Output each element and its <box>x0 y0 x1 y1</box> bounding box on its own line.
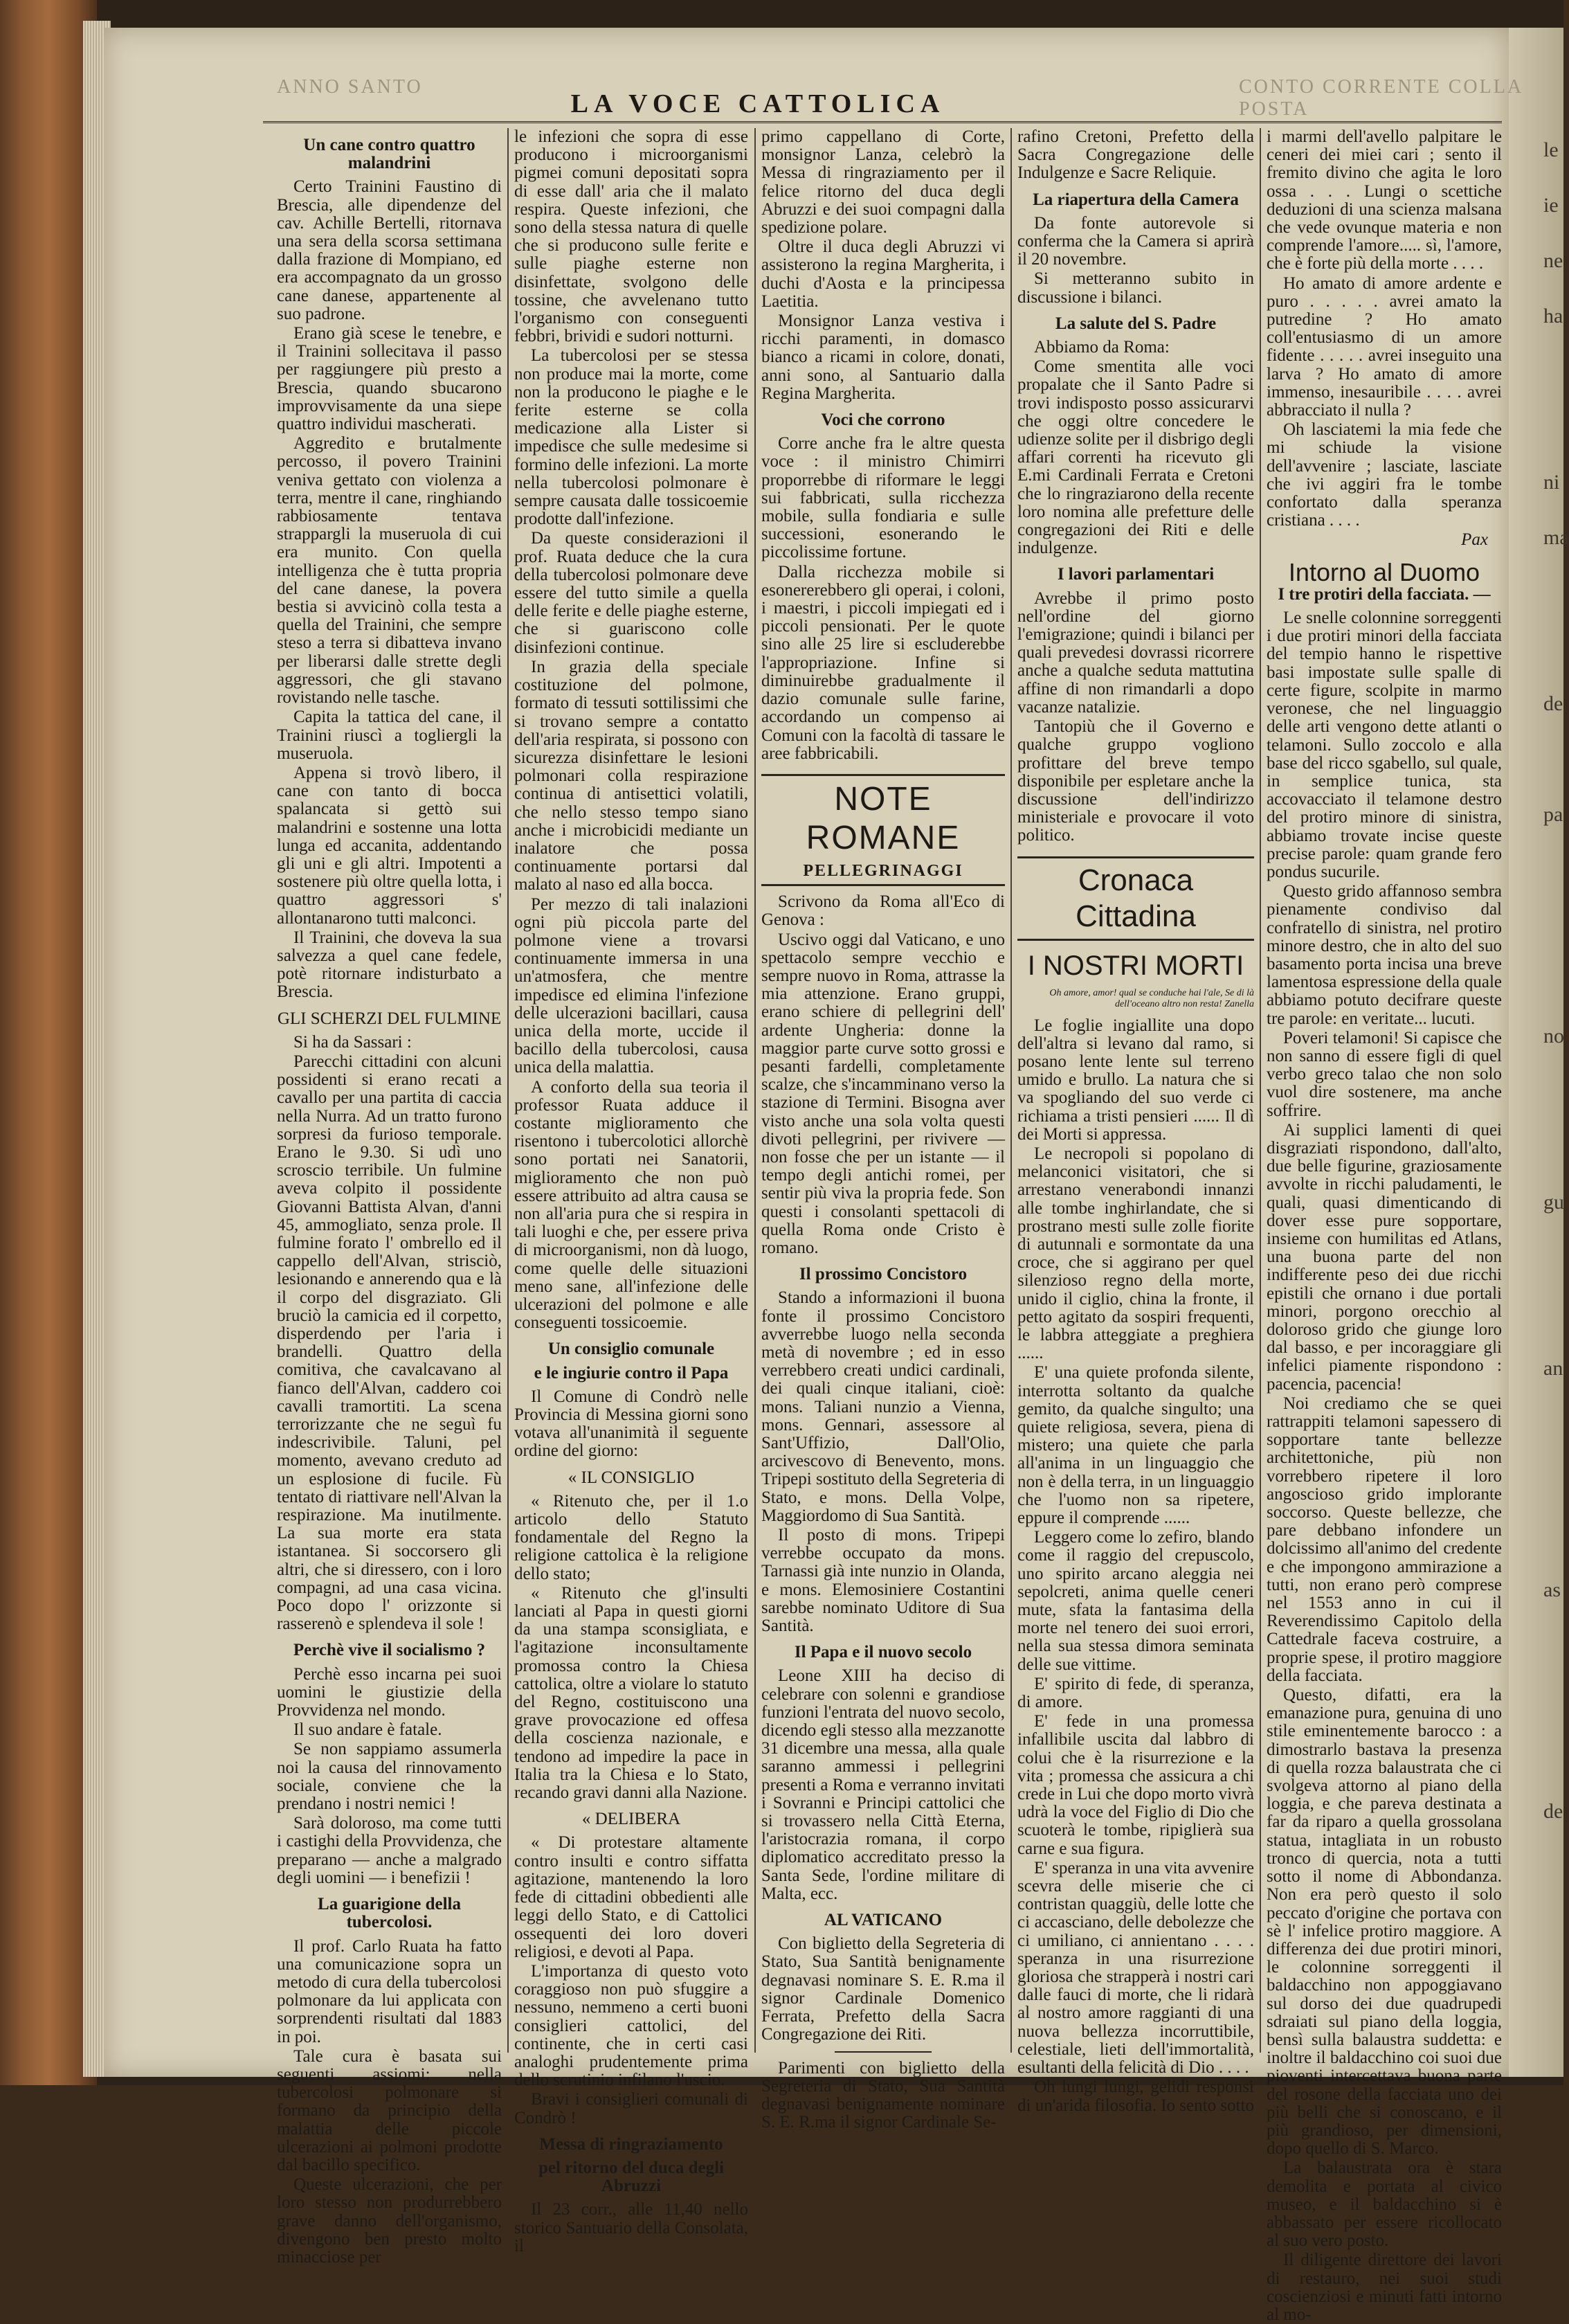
headline: Il Papa e il nuovo secolo <box>794 1643 972 1662</box>
paragraph: « Di protestare altamente contro insulti e contro siffatta agitazione, mantenendo la loro fede di cittadini obbedienti alle leggi dello Stato, e di Cattolici ossequenti dei loro doveri religiosi, e devoti al Papa. <box>514 1833 748 1961</box>
bleed-through-text: ANNO SANTO <box>277 76 423 98</box>
divider <box>835 2051 932 2053</box>
article-title: I NOSTRI MORTI <box>1027 950 1244 981</box>
paragraph: Queste ulcerazioni, che per loro stesso non produrrebbero grave danno dell'organismo, divengono ben presto molto minacciose per <box>277 2175 502 2267</box>
edge-fragment: ni <box>1543 471 1560 494</box>
paragraph: Stando a informazioni il buona fonte il prossimo Concistoro avverrebbe luogo nella seconda metà di novembre ; ed in esso verrebbero creati undici cardinali, dei quali cinque italiani, cioè: mons. Taliani nunzio a Vienna, mons. Gennari, assessore al Sant'Uffizio, Dall'Olio, arcivescovo di Benevento, mons. Tripepi sostituto della Segreteria di Stato, e mons. Della Volpe, Maggiordomo di Sua Santità. <box>761 1288 1005 1525</box>
headline: La guarigione della tubercolosi. <box>318 1895 461 1932</box>
paragraph: La balaustrata ora è stara demolita e portata al civico museo, e il baldacchino si è abbassato per essere ricollocato al suo vero posto. <box>1267 2159 1502 2251</box>
paragraph: Scrivono da Roma all'Eco di Genova : <box>761 892 1005 930</box>
paragraph: Il suo andare è fatale. <box>293 1720 442 1740</box>
paragraph: In grazia della speciale costituzione del polmone, formato di tessuti sottilissimi che si trovano sempre a contatto dell'aria respirata, si possono con sicurezza disinfettare le lesioni polmonari colla respirazione continua di antisettici volatili, che nello stesso tempo siano anche i microbicidi mediante un inalatore che possa continuamente portarsi dal malato al naso ed alla bocca. <box>514 657 748 894</box>
paragraph: Noi crediamo che se quei rattrappiti telamoni sapessero di sopportare tante bellezze architettoniche, più non vorrebbero ripetere il loro angoscioso grido implorante soccorso. Queste bellezze, che pare debbano infondere un dolcissimo all'animo del credente e che impongono ammirazione a tutti, non erano però comprese nel 1553 anno in cui il Reverendissimo Capitolo della Cattedrale faceva costruire, a proprie spese, il protiro maggiore della facciata. <box>1267 1394 1502 1685</box>
edge-fragment: ma <box>1543 526 1569 549</box>
paragraph: Uscivo oggi dal Vaticano, e uno spettacolo sempre vecchio e sempre nuovo in Roma, attrasse la mia attenzione. Erano gruppi, erano schiere di pellegrini dell' ardente Ungheria: donne la maggior parte curve sotto grossi e pesanti fardelli, completamente scalze, che s'incamminano verso la stazione di Termini. Bisogna aver visto anche una sola volta questi divoti pellegrini, per rivivere — non fosse che per un istante — il tempo degli antichi romei, per sentir più viva la propria fede. Son questi i consolanti spettacoli di quella Roma onde Cristo è romano. <box>761 930 1005 1257</box>
paragraph: Per mezzo di tali inalazioni ogni più piccola parte del polmone viene a trovarsi continuamente immersa in una un'atmosfera, che mentre impedisce ed elimina l'infezione delle ulcerazioni bacillari, causa unica della morte, uccide il bacillo della tubercolosi, causa unica della malattia. <box>514 894 748 1077</box>
column-rule <box>507 128 509 2053</box>
edge-fragment: no <box>1543 1025 1564 1047</box>
paragraph: Questo grido affannoso sembra pienamente condiviso dal confratello di sinistra, nel protiro minore destro, che in alto del suo basamento porta incisa una breve lamentosa espressione della quale abbiamo potuto decifrare queste tre parole: en veritate... lucuti. <box>1267 882 1502 1028</box>
paragraph: Tantopiù che il Governo e qualche gruppo vogliono profittare del breve tempo disponibile per espletare anche la discussione dell'indirizzo ministeriale e provocare il voto politico. <box>1017 717 1254 845</box>
paragraph: Si ha da Sassari : <box>293 1032 412 1052</box>
paragraph: Se non sappiamo assumerla noi la causa del rinnovamento sociale, conviene che la prendano i nostri nemici ! <box>277 1740 502 1814</box>
headline: pel ritorno del duca degli Abruzzi <box>538 2158 725 2196</box>
paragraph: Abbiamo da Roma: <box>1034 338 1170 357</box>
paragraph: Come smentita alle voci propalate che il Santo Padre si trovi indisposto posso assicurarvi che oggi oltre concedere le udienze solite per il disbrigo degli affari correnti ha ricevuto gli E.mi Cardinali Ferrata e Cretoni che lo ringraziarono della recente loro nomina alle prefetture delle congregazioni dei Riti e delle indulgenze. <box>1017 357 1254 558</box>
paragraph: le infezioni che sopra di esse producono i microorganismi pigmei comuni depositati sopra di esse dall' aria che il malato respira. Queste infezioni, che sono della stessa natura di quelle che si producono sulle ferite e sulle piaghe esterne non disinfettate, svolgono delle tossine, che avvelenano tutto l'organismo con conseguenti febbri, brividi e sudori notturni. <box>514 127 748 346</box>
headline: « DELIBERA <box>581 1810 681 1829</box>
paragraph: Il diligente direttore dei lavori di restauro, nei suoi studi coscienziosi e minuti fatti intorno al mo- <box>1267 2251 1502 2324</box>
paragraph: Appena si trovò libero, il cane con tanto di bocca spalancata si gettò sui malandrini e sostenne una lotta lunga ed accanita, addentando gli uni e gli altri. Impotenti a sostenere più oltre quella lotta, i quattro aggressori s' allontanarono tutti malconci. <box>277 763 502 928</box>
paragraph: Tale cura è basata sui seguenti assiomi: nella tubercolosi polmonare si formano da principio della malattia delle piccole ulcerazioni ai polmoni prodotte dal bacillo specifico. <box>277 2046 502 2174</box>
paragraph: Parimenti con biglietto della Segreteria di Stato, Sua Santità degnavasi benignamente nominare S. E. R.ma il signor Cardinale Se- <box>761 2058 1005 2132</box>
paragraph: Con biglietto della Segreteria di Stato, Sua Santità benignamente degnavasi nominare S. E. R.ma il signor Cardinale Domenico Ferrata, Prefetto della Sacra Congregazione dei Riti. <box>761 1934 1005 2044</box>
paragraph: Il 23 corr., alle 11,40 nello storico Santuario della Consolata, il <box>514 2200 748 2255</box>
paragraph: Perchè esso incarna pei suoi uomini le giustizie della Provvidenza nel mondo. <box>277 1664 502 1720</box>
headline: Il prossimo Concistoro <box>799 1265 968 1284</box>
headline: La riapertura della Camera <box>1033 190 1239 209</box>
headline: Messa di ringraziamento <box>539 2134 723 2154</box>
paragraph: E' una quiete profonda silente, interrotta soltanto da qualche gemito, da qualche singulto; una quiete religiosa, severa, piena di mistero; una quiete che parla all'anima in un linguaggio che non è della terra, in un linguaggio che l'uomo non sa ripetere, eppure il comprende ...... <box>1017 1363 1254 1527</box>
edge-fragment: as <box>1543 1578 1561 1601</box>
paragraph: primo cappellano di Corte, monsignor Lanza, celebrò la Messa di ringraziamento per il felice ritorno del duca degli Abruzzi e dei suoi compagni dalla spedizione polare. <box>761 127 1005 237</box>
column-5 <box>1267 127 1502 2324</box>
paragraph: Il prof. Carlo Ruata ha fatto una comunicazione sopra un metodo di cura della tubercolosi polmonare da lui applicata con sorprendenti risultati dal 1883 in poi. <box>277 1936 502 2046</box>
headline: I tre protiri della facciata. — <box>1278 584 1491 604</box>
paragraph: Il Comune di Condrò nelle Provincia di Messina giorni sono votava all'unanimità il seguente ordine del giorno: <box>514 1387 748 1461</box>
paragraph: Si metteranno subito in discussione i bilanci. <box>1017 269 1254 307</box>
paragraph: Da queste considerazioni il prof. Ruata deduce che la cura della tubercolosi polmonare deve essere del tutto simile a quella delle ferite e delle piaghe esterne, che si guariscono colle disinfezioni continue. <box>514 529 748 657</box>
column-rule <box>1010 128 1012 2053</box>
section-title: Intorno al Duomo <box>1288 557 1480 586</box>
paragraph: « Ritenuto che gl'insulti lanciati al Papa in questi giorni da una stampa sconsigliata, e l'agitazione inconsultamente promossa contro la Chiesa cattolica, oltre a violare lo statuto del Regno, costituiscono una grave provocazione ed offesa della coscienza nazionale, e tendono ad impedire la pace in Italia tra la Chiesa e lo Stato, recando gravi danni alla Nazione. <box>514 1583 748 1803</box>
paragraph: E' spirito di fede, di speranza, di amore. <box>1017 1674 1254 1712</box>
paragraph: Le foglie ingiallite una dopo dell'altra si levano dal ramo, si posano lente lente sul terreno umido e brullo. La natura che si va spogliando del suo verde ci richiama a tristi pensieri ...... Il dì dei Morti si appressa. <box>1017 1016 1254 1144</box>
headline: AL VATICANO <box>824 1911 943 1930</box>
edge-fragment: pa <box>1543 803 1563 826</box>
paragraph: Questo, difatti, era la emanazione pura, genuina di uno stile eminentemente barocco : a dimostrarlo bastava la presenza di quella rozza balaustrata che ci svolgeva attorno al piano della loggia, e che pareva destinata a far da riparo a quella grossolana statua, intagliata in un robusto tronco di quercia, nota a tutti sotto il nome di Abbondanza. Non era però questo il solo peccato d'origine che portava con sè l' infelice protiro maggiore. A differenza dei due protiri minori, le colonnine sorreggenti il baldacchino non appoggiavano sul dorso dei due quadrupedi sdraiati sul piano della loggia, bensì sulla balaustra suddetta: e inoltre il baldacchino coi suoi due pioventi intercettava buona parte del rosone della facciata uno dei più belli che si conoscano, e il più grandioso, per dimensioni, dopo quello di S. Marco. <box>1267 1686 1502 2159</box>
paragraph: Oh lungi lungi, gelidi responsi di un'arida filosofia. Io sento sotto <box>1017 2078 1254 2115</box>
column-1 <box>277 128 502 2267</box>
paragraph: Le necropoli si popolano di melanconici visitatori, che si arrestano venerabondi innanzi alle tombe inghirlandate, che si prostrano mesti sulle zolle fiorite di autunnali e sormontate da una croce, che si aggirano per quel silenzioso regno della morte, unido il ciglio, china la fronte, il petto agitato da sospiri frequenti, le labbra atteggiate a preghiera ...... <box>1017 1144 1254 1363</box>
paragraph: i marmi dell'avello palpitare le ceneri dei miei cari ; sento il fremito divino che agita le loro ossa . . . Lungi o scettiche deduzioni di una scienza malsana che vede ovunque materia e non comprende l'amore..... sì, l'amore, che è forte più della morte . . . . <box>1267 127 1502 273</box>
headline: GLI SCHERZI DEL FULMINE <box>277 1009 502 1028</box>
column-2 <box>514 127 748 2255</box>
paragraph: Capita la tattica del cane, il Trainini riuscì a togliergli la museruola. <box>277 708 502 763</box>
section-subtitle: PELLEGRINAGGI <box>803 861 963 880</box>
paragraph: Da fonte autorevole si conferma che la Camera si aprirà il 20 novembre. <box>1017 213 1254 269</box>
paragraph: Le snelle colonnine sorreggenti i due protiri minori della facciata del tempio hanno le rispettive basi impostate sulle spalle di certe figure, scolpite in marmo veronese, che nel linguaggio delle arti vengono dette atlanti o telamoni. Sullo zoccolo e alla base del ricco sgabello, sul quale, in semplice tunica, sta accovacciato il telamone destro del protiro minore di sinistra, abbiamo trovate incise queste precise parole: quam grande fero pondus sucurile. <box>1267 609 1502 881</box>
paragraph: La tubercolosi per se stessa non produce mai la morte, come non la producono le piaghe e le ferite esterne se colla medicazione alla Lister si impedisce che sulle medesime si formino delle infezioni. La morte nella tubercolosi polmonare è sempre causata dalle tossicoemie prodotte dall'infezione. <box>514 346 748 529</box>
edge-fragment: ha <box>1543 305 1563 327</box>
paragraph: E' fede in una promessa infallibile uscita dal labbro di colui che è la risurrezione e la vita ; promessa che assicura a chi crede in Lui che dopo morto vivrà udrà la voce del Figlio di Dio che scuoterà le tombe, ripiglierà sua carne e sua figura. <box>1017 1712 1254 1858</box>
paragraph: Il Trainini, che doveva la sua salvezza a quel cane fedele, potè ritornare indisturbato a Brescia. <box>277 928 502 1002</box>
masthead: LA VOCE CATTOLICA <box>570 89 945 118</box>
edge-fragment: de <box>1543 692 1563 715</box>
paragraph: Erano già scese le tenebre, e il Trainini sollecitava il passo per raggiungere più presto a Brescia, quando sbucarono improvvisamente da una siepe quattro individui mascherati. <box>277 324 502 434</box>
signature: Pax <box>1461 530 1488 550</box>
book-binding <box>0 0 97 2085</box>
section-banner <box>1017 856 1254 941</box>
edge-fragment: an <box>1543 1357 1563 1380</box>
headline: La salute del S. Padre <box>1055 314 1217 333</box>
paragraph: Parecchi cittadini con alcuni possidenti si erano recati a cavallo per una partita di caccia nella Nurra. Ad un tratto furono sorpresi da furioso temporale. Erano le 9.30. Si udì uno scroscio terribile. Un fulmine aveva colpito il possidente Giovanni Battista Alvan, d'anni 45, ammogliato, senza prole. Il fulmine forato l' ombrello ed il cappello dell'Alvan, strisciò, lesionando e annerendo qua e là il corpo del disgraziato. Gli bruciò la camicia ed il corpetto, disperdendo per l'aria i brandelli. Quattro della comitiva, che cavalcavano al fianco dell'Alvan, caddero coi cavalli tramortiti. La scena terrorizzante che ne seguì fu indescrivibile. Taluni, pel momento, avevano creduto ad un esplosione di fucile. Fù tentato di riattivare nell'Alvan la respirazione. Ma inutilmente. La sua morte era stata istantanea. Si soccorsero gli altri, che si diressero, con i loro compagni, ad una casa vicina. Poco dopo l' orizzonte si rasserenò e splendeva il sole ! <box>277 1052 502 1634</box>
headline: Voci che corrono <box>821 411 945 430</box>
paragraph: Poveri telamoni! Si capisce che non sanno di essere figli di quel verbo greco talao che non solo vuol dire sostenere, ma anche soffrire. <box>1267 1028 1502 1120</box>
edge-fragment: ne <box>1543 249 1563 272</box>
paragraph: Ai supplici lamenti di quei disgraziati rispondono, dall'alto, due belle figurine, graziosamente avvolte in ricchi paludamenti, le quali, quasi dimenticando di dover esse pure sopportare, insieme con humilitas ed Atlans, una buona parte del non indifferente peso dei due ricchi epistili che ornano i due portali minori, porgono orecchio al doloroso grido che giunge loro dal basso, e per incoraggiare gli infelici piamente rispondono : pacencia, pacencia! <box>1267 1120 1502 1394</box>
paragraph: Bravi i consiglieri comunali di Condrò ! <box>514 2090 748 2127</box>
column-4 <box>1017 127 1254 2115</box>
paragraph: A conforto della sua teoria il professor Ruata adduce il costante miglioramento che risentono i tubercolotici allorchè sono portati nei Sanatorii, miglioramento che non può essere attribuito ad altra causa se non all'aria pura che si respira in tali luoghi e che, per essere priva di microorganismi, non dà luogo, come quelle delle situazioni meno sane, all'infezione delle ulcerazioni del polmone e alle conseguenti tossicoemie. <box>514 1077 748 1333</box>
paragraph: Il posto di mons. Tripepi verrebbe occupato da mons. Tarnassi già inte nunzio in Olanda, e mons. Elemosiniere Costantini sarebbe nominato Uditore di Sua Santità. <box>761 1526 1005 1636</box>
section-title: NOTE ROMANE <box>806 780 961 856</box>
paragraph: Dalla ricchezza mobile si esonererebbero gli operai, i coloni, i maestri, i piccoli impiegati ed i piccoli pensionati. Per le quote sino alle 25 lire si escluderebbe l'appropriazione. Infine si diminuirebbe gradualmente il dazio comunale sulle farine, accordando un compenso ai Comuni con la facoltà di tassare le aree fabbricabili. <box>761 562 1005 763</box>
headline: Un cane contro quattro malandrini <box>303 136 475 173</box>
paragraph: « Ritenuto che, per il 1.o articolo dello Statuto fondamentale del Regno la religione cattolica è la religione dello stato; <box>514 1491 748 1583</box>
column-rule <box>754 128 756 2053</box>
bleed-through-text: CONTO CORRENTE COLLA POSTA <box>1239 76 1523 120</box>
paragraph: Certo Trainini Faustino di Brescia, alle dipendenze del cav. Achille Bertelli, ritornava una sera della scorsa settimana dalla frazione di Mompiano, ed era accompagnato da un grosso cane danese, appartenente al suo padrone. <box>277 177 502 323</box>
edge-fragment: le <box>1543 138 1559 161</box>
headline: « IL CONSIGLIO <box>568 1468 695 1487</box>
section-title: Cronaca Cittadina <box>1076 863 1196 933</box>
edge-fragment: ie <box>1543 194 1559 217</box>
paragraph: Leone XIII ha deciso di celebrare con solenni e grandiose funzioni l'entrata del nuovo secolo, dicendo egli stesso alla mezzanotte 31 dicembre una messa, alla quale saranno ammessi i pellegrini presenti a Roma e verranno invitati i Sovranni e Principi cattolici che si trovassero nella Città Eterna, l'aristocrazia romana, il corpo diplomatico accreditato presso la Santa Sede, l'ordine militare di Malta, ecc. <box>761 1666 1005 1903</box>
paragraph: Monsignor Lanza vestiva i ricchi paramenti, in domasco bianco a ricami in colore, donati, anni sono, al Santuario dalla Regina Margherita. <box>761 312 1005 403</box>
headline: I lavori parlamentari <box>1057 565 1215 584</box>
header-rule <box>263 121 1502 123</box>
column-3 <box>761 127 1005 2132</box>
paragraph: rafino Cretoni, Prefetto della Sacra Congregazione delle Indulgenze e Sacre Reliquie. <box>1017 127 1254 183</box>
paragraph: Oh lasciatemi la mia fede che mi schiude la visione dell'avvenire ; lasciate, lasciate che ivi aggiri fra le tombe confortato dalla speranza cristiana . . . . <box>1267 420 1502 530</box>
paragraph: Avrebbe il primo posto nell'ordine del giorno l'emigrazione; quindi i bilanci per quali prevedesi dovrassi ricorrere anche a qualche seduta mattutina affine di non rimandarli a dopo vacanze natalizie. <box>1017 588 1254 717</box>
paragraph: Leggero come lo zefiro, blando come il raggio del crepuscolo, uno spirito arcano aleggia nei sepolcreti, anima quelle ceneri mute, sfata la fantasima della morte nel tenero dei suoi errori, nella sua stessa dimora seminata delle sue vittime. <box>1017 1528 1254 1674</box>
paragraph: L'importanza di questo voto coraggioso non può sfuggire a nessuno, nemmeno a certi buoni consiglieri cattolici, del continente, che in certi casi analoghi prudentemente prima dello scrutinio infilano l'uscio. <box>514 1961 748 2090</box>
paragraph: Aggredito e brutalmente percosso, il povero Trainini veniva gettato con violenza a terra, mentre il cane, ringhiando rabbiosamente tentava strappargli la museruola di cui era munito. Con quella intelligenza che è tutta propria del cane danese, la povera bestia si avvicinò colla testa a quella del Trainini, che sempre steso a terra si dibatteva invano per liberarsi dalle strette degli aggressori, che gli stavano rovistando nelle tasche. <box>277 434 502 708</box>
edge-fragment: gu <box>1543 1191 1564 1214</box>
column-rule <box>1260 128 1261 2053</box>
headline: e le ingiurie contro il Papa <box>534 1363 729 1382</box>
next-page-edge <box>1509 28 1569 2077</box>
section-banner <box>761 774 1005 886</box>
headline: Perchè vive il socialismo ? <box>293 1641 486 1660</box>
headline: Un consiglio comunale <box>547 1340 715 1359</box>
paragraph: Corre anche fra le altre questa voce : il ministro Chimirri proporrebbe di riformare le leggi sui fabbricati, sulla ricchezza mobile, sulla fondiaria e sulle successioni, esonerando le piccolissime fortune. <box>761 434 1005 562</box>
paragraph: Sarà doloroso, ma come tutti i castighi della Provvidenza, che preparano — anche a malgrado degli uomini — i benefizii ! <box>277 1814 502 1887</box>
epigraph: Oh amore, amor! qual se conduche hai l'ale, Se di là dell'oceano altro non resta! Zanella <box>1049 987 1254 1009</box>
paragraph: E' speranza in una vita avvenire scevra delle miserie che ci contristan quaggiù, delle lotte che ci accasciano, delle debolezze che ci umiliano, ci annientano . . . . speranza in una risurrezione gloriosa che strapperà i nostri cari dalle fauci di morte, che li ridarà al nostro amore raggianti di una nuova bellezza incorruttibile, celestiale, lieti dell'immortalità, esultanti della felicità di Dio . . . . <box>1017 1858 1254 2078</box>
edge-fragment: de <box>1543 1800 1563 1823</box>
paragraph: Oltre il duca degli Abruzzi vi assisterono la regina Margherita, i duchi d'Aosta e la principessa Laetitia. <box>761 237 1005 311</box>
paragraph: Ho amato di amore ardente e puro . . . . . avrei amato la putredine ? Ho amato coll'entusiasmo di un amore fidente . . . . . avrei inseguito una larva ? Ho amato di amore immenso, inesauribile . . . . avrei abbracciato il nulla ? <box>1267 273 1502 420</box>
